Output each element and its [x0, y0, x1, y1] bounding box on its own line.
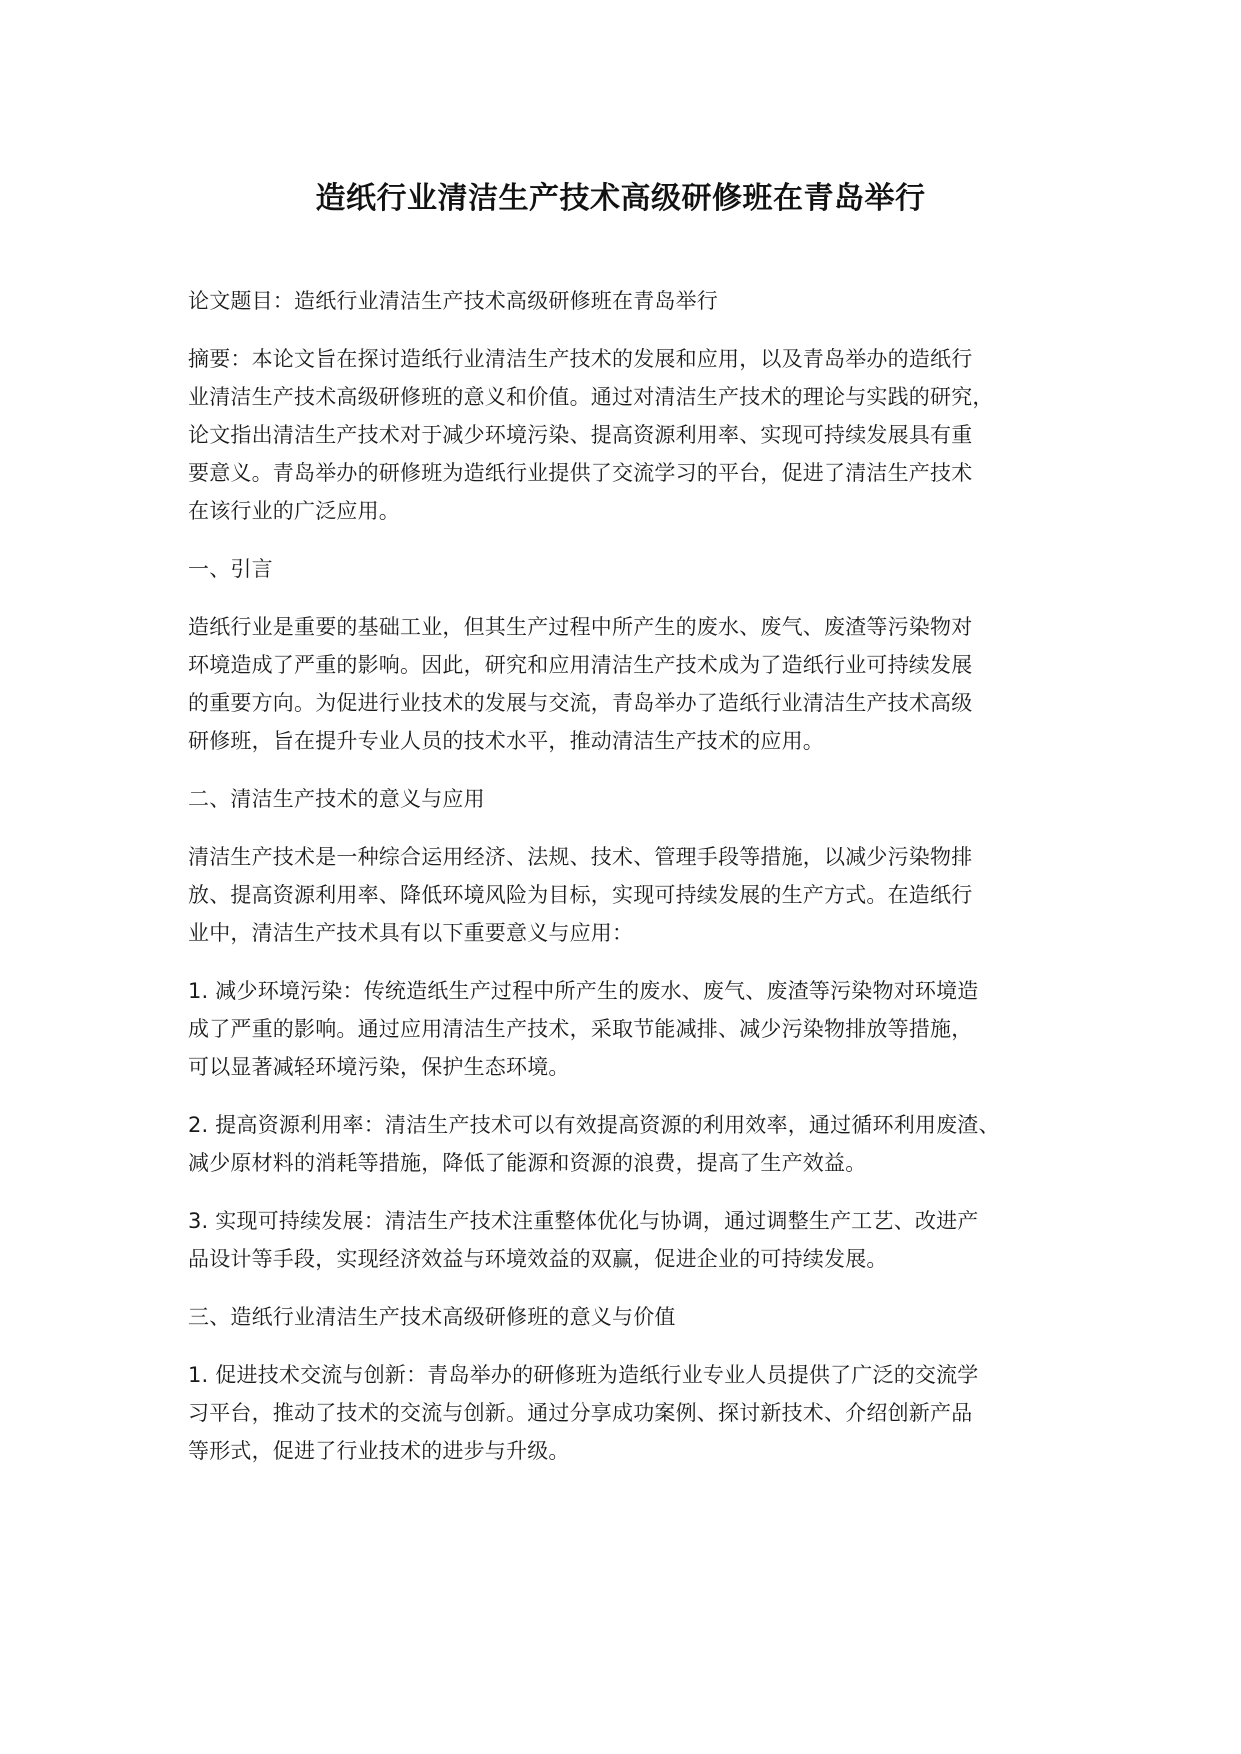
text-line: 造纸行业是重要的基础工业，但其生产过程中所产生的废水、废气、废渣等污染物对: [188, 615, 973, 639]
paragraph: [188, 972, 1068, 1086]
text-line: 成了严重的影响。通过应用清洁生产技术，采取节能减排、减少污染物排放等措施，: [188, 1017, 973, 1041]
paragraph: [188, 1356, 1068, 1470]
paragraph: [188, 340, 1068, 530]
section-heading: [188, 550, 1068, 588]
paragraph: [188, 1106, 1068, 1182]
text-line: 清洁生产技术是一种综合运用经济、法规、技术、管理手段等措施，以减少污染物排: [188, 845, 973, 869]
text-line: 可以显著减轻环境污染，保护生态环境。: [188, 1055, 570, 1079]
text-line: 3. 实现可持续发展：清洁生产技术注重整体优化与协调，通过调整生产工艺、改进产: [188, 1209, 979, 1233]
text-line: 的重要方向。为促进行业技术的发展与交流，青岛举办了造纸行业清洁生产技术高级: [188, 691, 973, 715]
paragraph: [188, 838, 1068, 952]
text-line: 2. 提高资源利用率：清洁生产技术可以有效提高资源的利用效率，通过循环利用废渣、: [188, 1113, 1000, 1137]
text-line: 习平台，推动了技术的交流与创新。通过分享成功案例、探讨新技术、介绍创新产品: [188, 1401, 973, 1425]
text-line: 二、清洁生产技术的意义与应用: [188, 787, 485, 811]
text-line: 等形式，促进了行业技术的进步与升级。: [188, 1439, 570, 1463]
text-line: 环境造成了严重的影响。因此，研究和应用清洁生产技术成为了造纸行业可持续发展: [188, 653, 973, 677]
text-line: 放、提高资源利用率、降低环境风险为目标，实现可持续发展的生产方式。在造纸行: [188, 883, 973, 907]
section-heading: [188, 780, 1068, 818]
document-title: 造纸行业清洁生产技术高级研修班在青岛举行: [315, 181, 926, 216]
text-line: 1. 减少环境污染：传统造纸生产过程中所产生的废水、废气、废渣等污染物对环境造: [188, 979, 979, 1003]
text-line: 减少原材料的消耗等措施，降低了能源和资源的浪费，提高了生产效益。: [188, 1151, 867, 1175]
text-line: 品设计等手段，实现经济效益与环境效益的双赢，促进企业的可持续发展。: [188, 1247, 888, 1271]
text-line: 在该行业的广泛应用。: [188, 499, 400, 523]
paragraph: [188, 608, 1068, 760]
paragraph: [188, 1202, 1068, 1278]
section-heading: [188, 1298, 1068, 1336]
text-line: 业中，清洁生产技术具有以下重要意义与应用：: [188, 921, 634, 945]
text-line: 业清洁生产技术高级研修班的意义和价值。通过对清洁生产技术的理论与实践的研究，: [188, 385, 994, 409]
text-line: 要意义。青岛举办的研修班为造纸行业提供了交流学习的平台，促进了清洁生产技术: [188, 461, 973, 485]
paragraph: [188, 282, 1068, 320]
text-line: 论文题目：造纸行业清洁生产技术高级研修班在青岛举行: [188, 289, 718, 313]
text-line: 摘要：本论文旨在探讨造纸行业清洁生产技术的发展和应用，以及青岛举办的造纸行: [188, 347, 973, 371]
text-line: 一、引言: [188, 557, 273, 581]
text-line: 三、造纸行业清洁生产技术高级研修班的意义与价值: [188, 1305, 676, 1329]
text-line: 论文指出清洁生产技术对于减少环境污染、提高资源利用率、实现可持续发展具有重: [188, 423, 973, 447]
text-line: 研修班，旨在提升专业人员的技术水平，推动清洁生产技术的应用。: [188, 729, 824, 753]
text-line: 1. 促进技术交流与创新：青岛举办的研修班为造纸行业专业人员提供了广泛的交流学: [188, 1363, 979, 1387]
document-body: [188, 282, 1068, 1490]
